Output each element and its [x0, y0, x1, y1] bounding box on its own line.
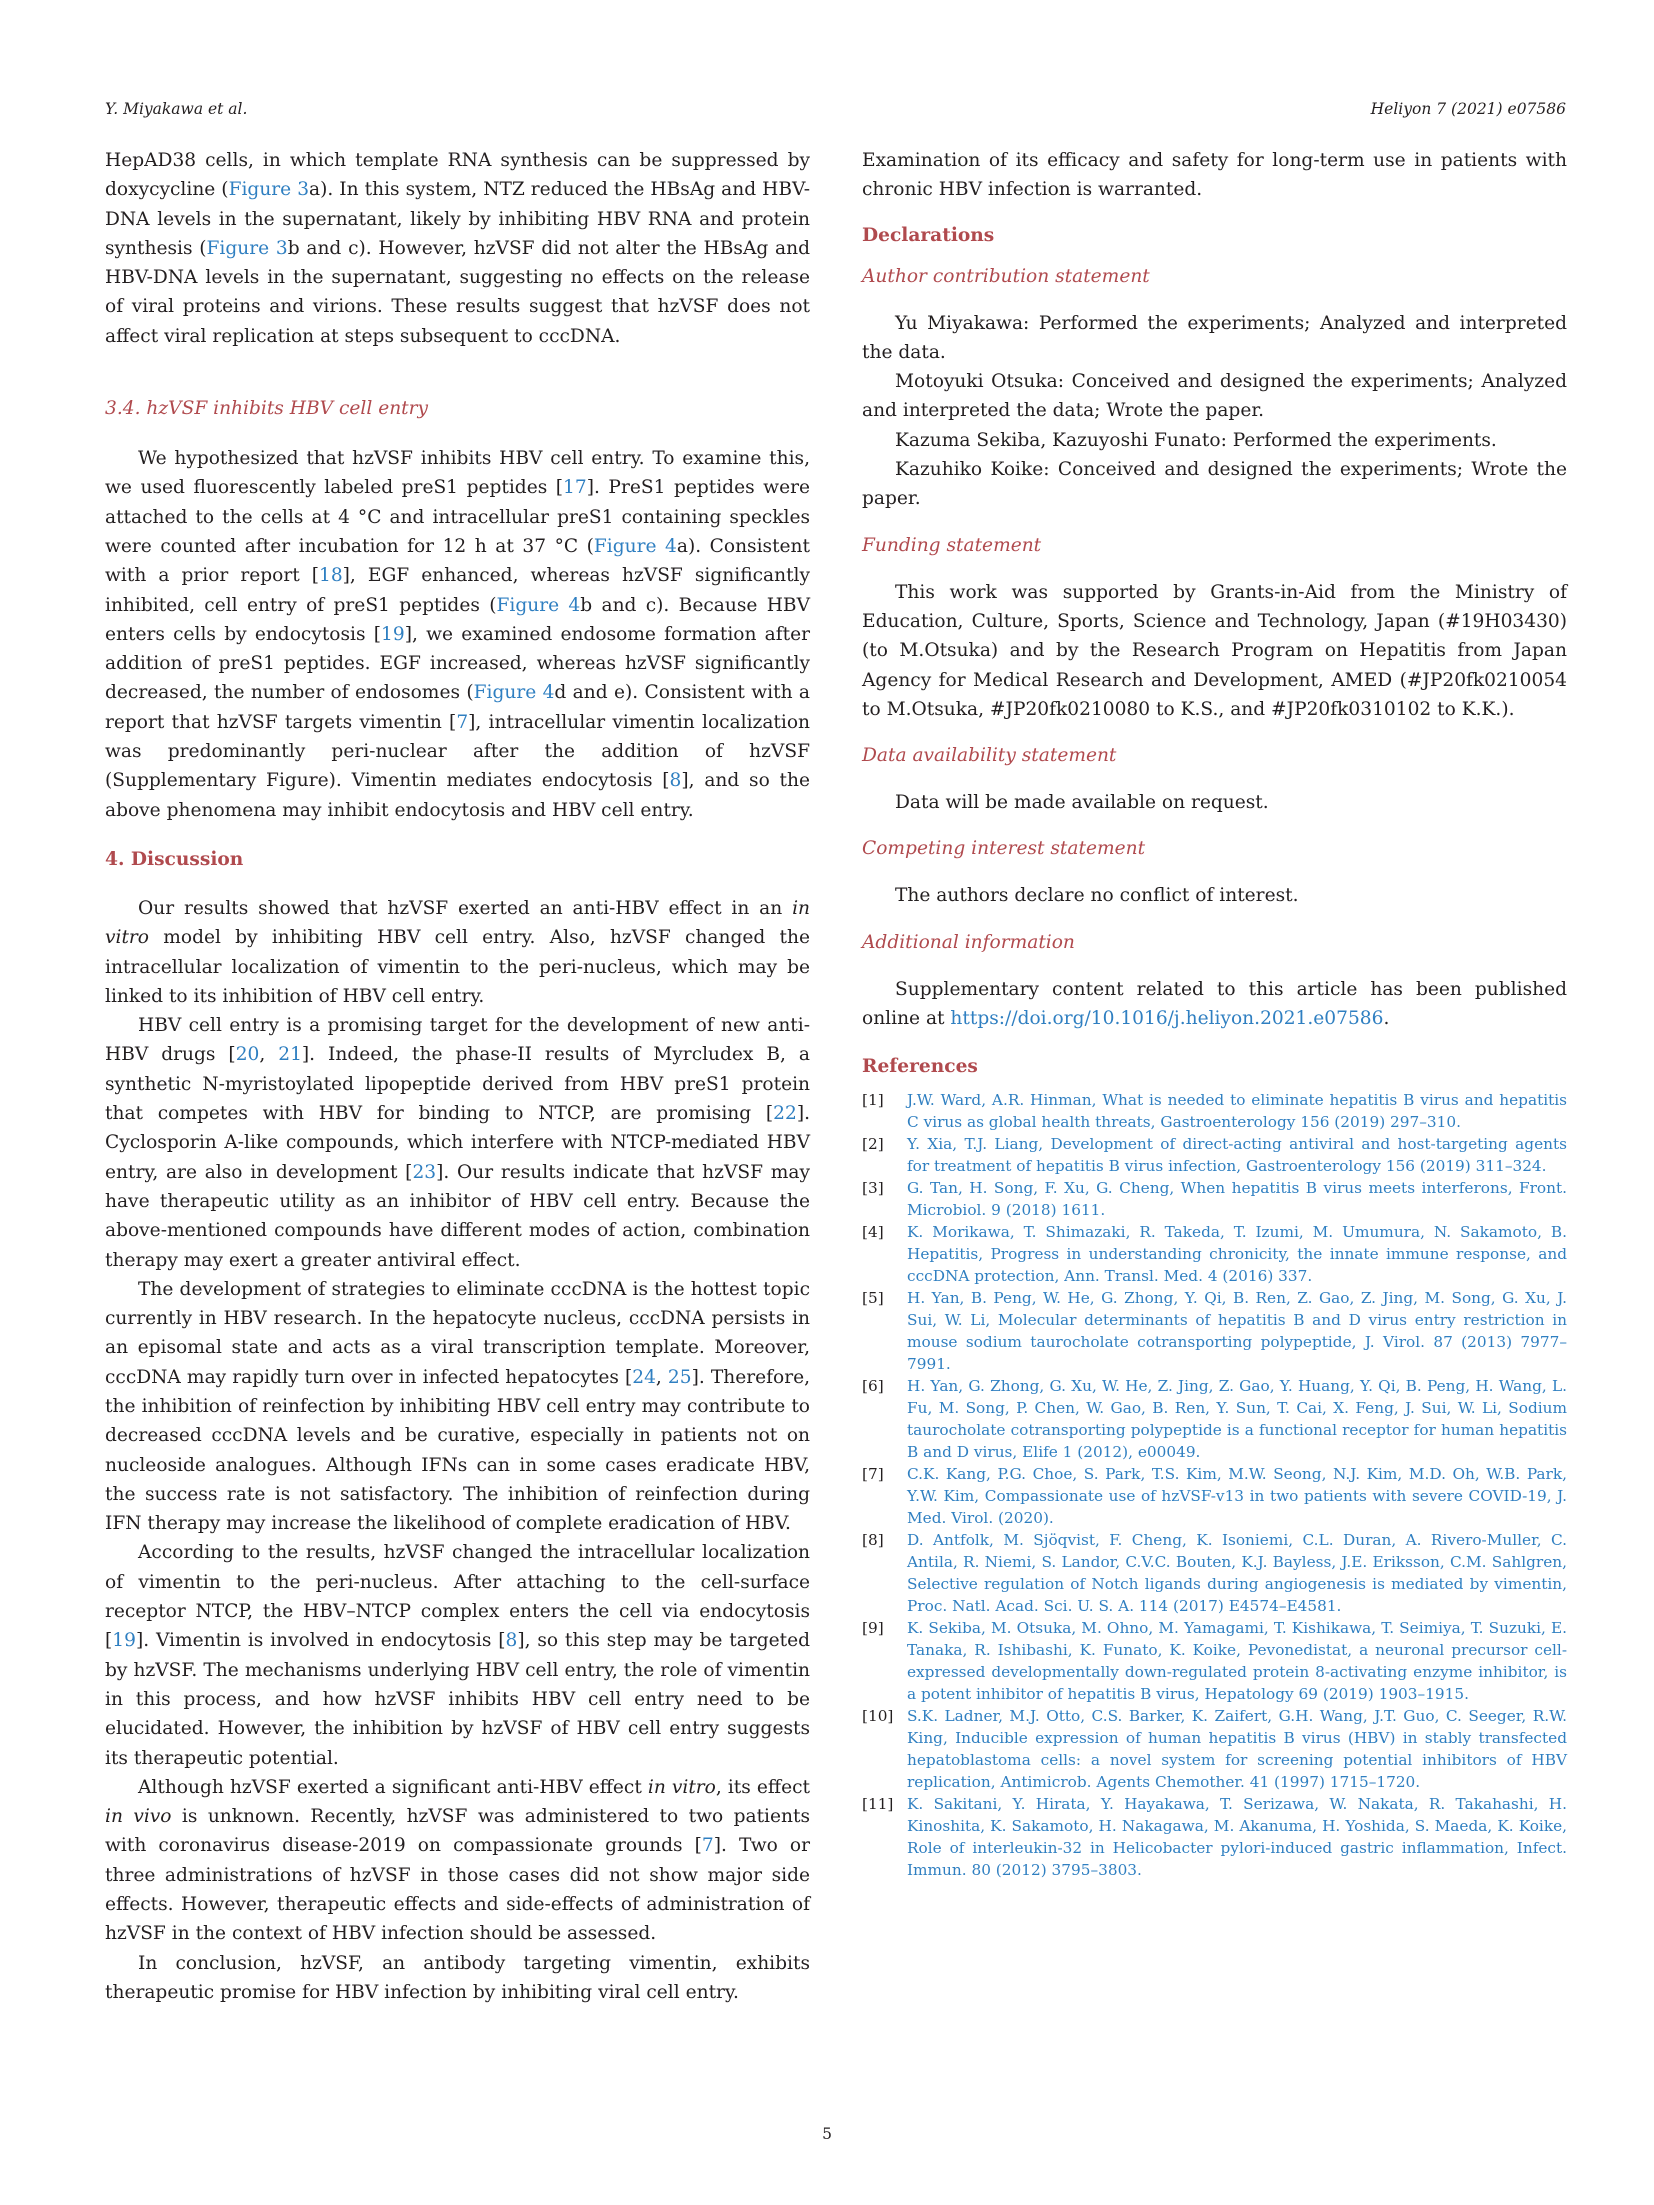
citation-link[interactable]: 20 — [235, 1044, 260, 1066]
citation-link[interactable]: 7 — [701, 1835, 714, 1857]
subheading-additional-information: Additional information — [862, 931, 1075, 953]
paragraph-continuation: Examination of its efficacy and safety for long-term use in patients with chronic HBV infection is warranted. — [862, 150, 1567, 201]
reference-item — [862, 1705, 1567, 1793]
figure-link[interactable]: Figure 3 — [206, 237, 288, 259]
paragraph-discussion-3: The development of strategies to eliminate cccDNA is the hottest topic currently in HBV research. In the hepatocyte nucleus, cccDNA persists in an episomal state and acts as a viral transcription template. Moreover, cccDNA may rapidly turn over in infected hepatocytes [24, 25]. Therefore, the inhibition of reinfection by inhibiting HBV cell entry may contribute to decreased cccDNA levels and be curative, especially in patients not on nucleoside analogues. Although IFNs can in some cases eradicate HBV, the success rate is not satisfactory. The inhibition of reinfection during IFN therapy may increase the likelihood of complete eradication of HBV. — [105, 1278, 811, 1535]
figure-link[interactable]: Figure 4 — [473, 682, 555, 704]
reference-link[interactable]: G. Tan, H. Song, F. Xu, G. Cheng, When hepatitis B virus meets interferons, Front. Microbiol. 9 (2018) 1611. — [907, 1179, 1567, 1220]
figure-link[interactable]: Figure 4 — [496, 594, 581, 616]
reference-number: [8] — [862, 1531, 884, 1550]
reference-link[interactable]: K. Sekiba, M. Otsuka, M. Ohno, M. Yamagami, T. Kishikawa, T. Seimiya, T. Suzuki, E. Tanaka, R. Ishibashi, K. Funato, K. Koike, Pevonedistat, a neuronal precursor cell-expressed developmentally down-regulated protein 8-activating enzyme inhibitor, is a potent inhibitor of hepatitis B virus, Hepatology 69 (2019) 1903–1915. — [907, 1619, 1567, 1704]
reference-link[interactable]: Y. Xia, T.J. Liang, Development of direct-acting antiviral and host-targeting agents for treatment of hepatitis B virus infection, Gastroenterology 156 (2019) 311–324. — [907, 1135, 1567, 1176]
subheading-funding: Funding statement — [862, 534, 1042, 556]
section-heading-discussion: 4. Discussion — [105, 848, 244, 870]
paragraph-cell-entry: We hypothesized that hzVSF inhibits HBV cell entry. To examine this, we used fluorescently labeled preS1 peptides [17]. PreS1 peptides were attached to the cells at 4 °C and intracellular preS1 containing speckles were counted after incubation for 12 h at 37 °C (Figure 4a). Consistent with a prior report [18], EGF enhanced, whereas hzVSF significantly inhibited, cell entry of preS1 peptides (Figure 4b and c). Because HBV enters cells by endocytosis [19], we examined endosome formation after addition of preS1 peptides. EGF increased, whereas hzVSF significantly decreased, the number of endosomes (Figure 4d and e). Consistent with a report that hzVSF targets vimentin [7], intracellular vimentin localization was predominantly peri-nuclear after the addition of hzVSF (Supplementary Figure). Vimentin mediates endocytosis [8], and so the above phenomena may inhibit endocytosis and HBV cell entry. — [105, 448, 811, 821]
citation-link[interactable]: 8 — [669, 770, 682, 792]
paragraph-discussion-6: In conclusion, hzVSF, an antibody targeting vimentin, exhibits therapeutic promise for HBV infection by inhibiting viral cell entry. — [105, 1952, 810, 2003]
running-head-journal: Heliyon 7 (2021) e07586 — [1370, 100, 1566, 118]
citation-link[interactable]: 19 — [381, 623, 405, 645]
author-contribution-1: Yu Miyakawa: Performed the experiments; Analyzed and interpreted the data. — [862, 312, 1567, 363]
citation-link[interactable]: 17 — [563, 477, 587, 499]
left-column — [105, 146, 810, 2007]
reference-item — [862, 1287, 1567, 1375]
doi-link[interactable]: https://doi.org/10.1016/j.heliyon.2021.e07586 — [950, 1008, 1384, 1030]
reference-item — [862, 1089, 1567, 1133]
data-availability-text: Data will be made available on request. — [895, 792, 1269, 814]
reference-item — [862, 1375, 1567, 1463]
reference-link[interactable]: D. Antfolk, M. Sjöqvist, F. Cheng, K. Isoniemi, C.L. Duran, A. Rivero-Muller, C. Antila, R. Niemi, S. Landor, C.V.C. Bouten, K.J. Bayless, J.E. Eriksson, C.M. Sahlgren, Selective regulation of Notch ligands during angiogenesis is mediated by vimentin, Proc. Natl. Acad. Sci. U. S. A. 114 (2017) E4574–E4581. — [907, 1531, 1567, 1616]
citation-link[interactable]: 8 — [505, 1630, 518, 1652]
section-heading-3-4: 3.4. hzVSF inhibits HBV cell entry — [105, 398, 429, 420]
citation-link[interactable]: 19 — [112, 1630, 136, 1652]
figure-link[interactable]: Figure 4 — [593, 535, 677, 557]
reference-link[interactable]: H. Yan, G. Zhong, G. Xu, W. He, Z. Jing, Z. Gao, Y. Huang, Y. Qi, B. Peng, H. Wang, L. Fu, M. Song, P. Chen, W. Gao, B. Ren, Y. Sun, T. Cai, X. Feng, J. Sui, W. Li, Sodium taurocholate cotransporting polypeptide is a functional receptor for human hepatitis B and D virus, Elife 1 (2012), e00049. — [907, 1377, 1567, 1462]
figure-link[interactable]: Figure 3 — [228, 179, 310, 201]
reference-link[interactable]: C.K. Kang, P.G. Choe, S. Park, T.S. Kim, M.W. Seong, N.J. Kim, M.D. Oh, W.B. Park, Y.W. Kim, Compassionate use of hzVSF-v13 in two patients with severe COVID-19, J. Med. Virol. (2020). — [907, 1465, 1567, 1528]
author-contribution-3: Kazuma Sekiba, Kazuyoshi Funato: Performed the experiments. — [895, 429, 1497, 451]
reference-number: [4] — [862, 1223, 884, 1242]
competing-interest-text: The authors declare no conflict of interest. — [895, 885, 1299, 907]
right-column — [862, 146, 1567, 1881]
reference-item — [862, 1221, 1567, 1287]
reference-link[interactable]: K. Sakitani, Y. Hirata, Y. Hayakawa, T. Serizawa, W. Nakata, R. Takahashi, H. Kinoshita, K. Sakamoto, H. Nakagawa, M. Akanuma, H. Yoshida, S. Maeda, K. Koike, Role of interleukin-32 in Helicobacter pylori-induced gastric inflammation, Infect. Immun. 80 (2012) 3795–3803. — [907, 1795, 1567, 1880]
page-number: 5 — [822, 2125, 832, 2143]
reference-item — [862, 1529, 1567, 1617]
reference-item — [862, 1133, 1567, 1177]
reference-number: [2] — [862, 1135, 884, 1154]
reference-number: [9] — [862, 1619, 884, 1638]
paragraph-discussion-2: HBV cell entry is a promising target for the development of new anti-HBV drugs [20, 21]. Indeed, the phase-II results of Myrcludex B, a synthetic N-myristoylated lipopeptide derived from HBV preS1 protein that competes with HBV for binding to NTCP, are promising [22]. Cyclosporin A-like compounds, which interfere with NTCP-mediated HBV entry, are also in development [23]. Our results indicate that hzVSF may have therapeutic utility as an inhibitor of HBV cell entry. Because the above-mentioned compounds have different modes of action, combination therapy may exert a greater antiviral effect. — [105, 1015, 810, 1271]
citation-link[interactable]: 7 — [456, 711, 469, 733]
citation-link[interactable]: 18 — [319, 565, 343, 587]
reference-number: [10] — [862, 1707, 894, 1726]
author-contribution-4: Kazuhiko Koike: Conceived and designed the experiments; Wrote the paper. — [862, 459, 1567, 510]
reference-item — [862, 1463, 1567, 1529]
reference-link[interactable]: K. Morikawa, T. Shimazaki, R. Takeda, T. Izumi, M. Umumura, N. Sakamoto, B. Hepatitis, Progress in understanding chronicity, the innate immune response, and cccDNA protection, Ann. Transl. Med. 4 (2016) 337. — [907, 1223, 1567, 1286]
paragraph-hepad38: HepAD38 cells, in which template RNA synthesis can be suppressed by doxycycline (Figure 3a). In this system, NTZ reduced the HBsAg and HBV-DNA levels in the supernatant, likely by inhibiting HBV RNA and protein synthesis (Figure 3b and c). However, hzVSF did not alter the HBsAg and HBV-DNA levels in the supernatant, suggesting no effects on the release of viral proteins and virions. These results suggest that hzVSF does not affect viral replication at steps subsequent to cccDNA. — [105, 150, 811, 347]
paragraph-discussion-4: According to the results, hzVSF changed the intracellular localization of vimentin to the peri-nucleus. After attaching to the cell-surface receptor NTCP, the HBV–NTCP complex enters the cell via endocytosis [19]. Vimentin is involved in endocytosis [8], so this step may be targeted by hzVSF. The mechanisms underlying HBV cell entry, the role of vimentin in this process, and how hzVSF inhibits HBV cell entry need to be elucidated. However, the inhibition by hzVSF of HBV cell entry suggests its therapeutic potential. — [105, 1542, 810, 1769]
citation-link[interactable]: 21 — [278, 1044, 302, 1066]
reference-number: [5] — [862, 1289, 884, 1308]
author-contribution-2: Motoyuki Otsuka: Conceived and designed the experiments; Analyzed and interpreted the data; Wrote the paper. — [862, 371, 1567, 422]
reference-number: [7] — [862, 1465, 884, 1484]
subheading-author-contribution: Author contribution statement — [862, 265, 1150, 287]
citation-link[interactable]: 22 — [773, 1103, 797, 1125]
running-head-authors: Y. Miyakawa et al. — [105, 100, 248, 118]
reference-link[interactable]: H. Yan, B. Peng, W. He, G. Zhong, Y. Qi, B. Ren, Z. Gao, Z. Jing, M. Song, G. Xu, J. Sui, W. Li, Molecular determinants of hepatitis B and D virus entry restriction in mouse sodium taurocholate cotransporting polypeptide, J. Virol. 87 (2013) 7977–7991. — [907, 1289, 1567, 1374]
reference-item — [862, 1793, 1567, 1881]
citation-link[interactable]: 23 — [412, 1161, 437, 1183]
reference-item — [862, 1617, 1567, 1705]
additional-information-text: Supplementary content related to this article has been published online at https://doi.org/10.1016/j.heliyon.2021.e07586. — [862, 978, 1567, 1030]
section-heading-declarations: Declarations — [862, 224, 995, 246]
section-heading-references: References — [862, 1056, 978, 1078]
citation-link[interactable]: 25 — [667, 1366, 692, 1388]
reference-number: [6] — [862, 1377, 884, 1396]
reference-number: [3] — [862, 1179, 884, 1198]
funding-text: This work was supported by Grants-in-Aid from the Ministry of Education, Culture, Sports, Science and Technology, Japan (#19H03430) (to M.Otsuka) and by the Research Program on Hepatitis from Japan Agency for Medical Research and Development, AMED (#JP20fk0210054 to M.Otsuka, #JP20fk0210080 to K.S., and #JP20fk0310102 to K.K.). — [862, 581, 1567, 720]
reference-link[interactable]: S.K. Ladner, M.J. Otto, C.S. Barker, K. Zaifert, G.H. Wang, J.T. Guo, C. Seeger, R.W. King, Inducible expression of human hepatitis B virus (HBV) in stably transfected hepatoblastoma cells: a novel system for screening potential inhibitors of HBV replication, Antimicrob. Agents Chemother. 41 (1997) 1715–1720. — [907, 1707, 1567, 1792]
reference-number: [1] — [862, 1091, 884, 1110]
citation-link[interactable]: 24 — [632, 1366, 656, 1388]
reference-link[interactable]: J.W. Ward, A.R. Hinman, What is needed to eliminate hepatitis B virus and hepatitis C virus as global health threats, Gastroenterology 156 (2019) 297–310. — [907, 1091, 1567, 1132]
reference-number: [11] — [862, 1795, 894, 1814]
paragraph-discussion-5: Although hzVSF exerted a significant anti-HBV effect in vitro, its effect in vivo is unknown. Recently, hzVSF was administered to two patients with coronavirus disease-2019 on compassionate grounds [7]. Two or three administrations of hzVSF in those cases did not show major side effects. However, therapeutic effects and side-effects of administration of hzVSF in the context of HBV infection should be assessed. — [105, 1776, 811, 1945]
reference-item — [862, 1177, 1567, 1221]
reference-list — [862, 1089, 1567, 1881]
subheading-competing-interest: Competing interest statement — [862, 838, 1146, 860]
paragraph-discussion-1: Our results showed that hzVSF exerted an anti-HBV effect in an in vitro model by inhibiting HBV cell entry. Also, hzVSF changed the intracellular localization of vimentin to the peri-nucleus, which may be linked to its inhibition of HBV cell entry. — [105, 897, 810, 1007]
subheading-data-availability: Data availability statement — [862, 745, 1117, 767]
